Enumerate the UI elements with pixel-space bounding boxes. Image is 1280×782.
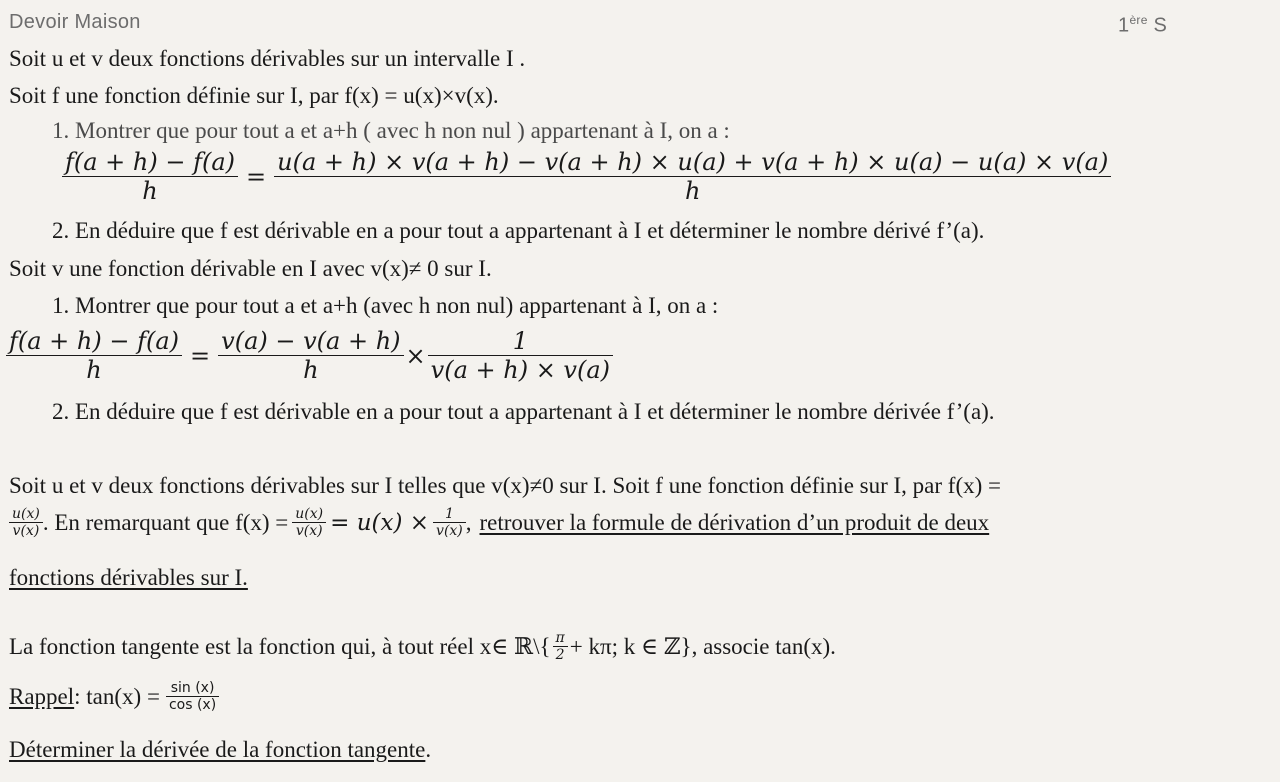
part4-tan-num: sin (x): [170, 680, 215, 696]
part3-line1: Soit u et v deux fonctions dérivables sur I telles que v(x)≠0 sur I. Soit f une fonction définie sur I, par f(x) =: [9, 473, 1001, 498]
part4-rappel-text: : tan(x) =: [74, 683, 160, 709]
part1-eq-equals: =: [246, 162, 267, 191]
part4-line1-b: + kπ; k ∈ ℤ}, associe tan(x).: [569, 633, 836, 659]
part4-task: [9, 736, 431, 764]
part2-eq-mid-num: v(a) − v(a + h): [221, 327, 401, 355]
part1-intro2: Soit f une fonction définie sur I, par f(x) = u(x)×v(x).: [9, 83, 499, 108]
part1-question-1: 1. Montrer que pour tout a et a+h ( avec h non nul ) appartenant à I, on a :: [52, 118, 730, 143]
part3-frac2-den: v(x): [295, 523, 323, 539]
part4-tan-fraction: [166, 680, 219, 713]
part2-eq-lhs-den: h: [86, 356, 102, 384]
part2-question-1: 1. Montrer que pour tout a et a+h (avec h non nul) appartenant à I, on a :: [52, 293, 719, 318]
part1-eq-rhs-fraction: [274, 148, 1111, 205]
part3-text-b: = u(x) ×: [330, 509, 430, 536]
part2-eq-equals: =: [190, 341, 211, 370]
part2-eq-mid-fraction: [218, 327, 403, 384]
part2-eq-rhs-den: v(a + h) × v(a): [430, 356, 611, 384]
part1-eq-rhs-den: h: [685, 177, 701, 205]
part3-frac3: [433, 506, 466, 539]
part2-eq-rhs-fraction: [428, 327, 613, 384]
part3-underlined-1: retrouver la formule de dérivation d’un produit de deux: [479, 509, 990, 535]
part3-frac1-num: u(x): [12, 506, 40, 522]
part3-line2: [9, 506, 989, 539]
part1-eq-lhs-den: h: [142, 177, 158, 205]
part4-rappel-label: Rappel: [9, 683, 75, 709]
part3-frac2: [292, 506, 326, 539]
part4-rappel: [9, 680, 219, 713]
part3-frac1: [9, 506, 43, 539]
part3-frac3-den: v(x): [436, 523, 463, 539]
part3-underlined-2: fonctions dérivables sur I.: [9, 565, 248, 590]
part2-eq-lhs-num: f(a + h) − f(a): [9, 327, 180, 355]
part2-eq-mid-den: h: [303, 356, 319, 384]
part1-eq-lhs-fraction: [62, 148, 238, 205]
part1-eq-rhs-num: u(a + h) × v(a + h) − v(a + h) × u(a) + v(a + h) × u(a) − u(a) × v(a): [277, 148, 1109, 176]
part4-line1: [9, 630, 836, 663]
class-level-sup: ère: [1129, 13, 1148, 27]
part3-text-c: ,: [465, 509, 472, 535]
part2-equation: [6, 327, 613, 384]
part4-task-text: Déterminer la dérivée de la fonction tangente: [9, 737, 426, 762]
class-level: [1118, 6, 1167, 40]
part4-pi-num: π: [555, 630, 565, 646]
class-level-suffix: S: [1153, 14, 1168, 37]
part4-task-end: .: [425, 737, 432, 762]
part1-eq-lhs-num: f(a + h) − f(a): [65, 148, 236, 176]
part4-pi-den: 2: [555, 647, 565, 663]
part2-eq-times: ×: [405, 341, 426, 370]
worksheet-title: Devoir Maison: [9, 11, 141, 33]
part1-intro1: Soit u et v deux fonctions dérivables sur un intervalle I .: [9, 46, 526, 71]
part4-line1-a: La fonction tangente est la fonction qui, à tout réel x∈ ℝ\{: [9, 633, 551, 659]
part3-frac2-num: u(x): [295, 506, 324, 522]
part2-eq-lhs-fraction: [6, 327, 182, 384]
part1-equation: [62, 148, 1111, 205]
part3-frac1-den: v(x): [12, 523, 40, 539]
class-level-number: 1: [1118, 14, 1130, 37]
part2-question-2: 2. En déduire que f est dérivable en a pour tout a appartenant à I et déterminer le nombre dérivée f’(a).: [52, 399, 995, 424]
part3-text-a: . En remarquant que f(x) =: [42, 509, 289, 535]
part3-frac3-num: 1: [444, 506, 454, 522]
part2-intro: Soit v une fonction dérivable en I avec v(x)≠ 0 sur I.: [9, 256, 492, 281]
part4-pi-fraction: [553, 630, 568, 663]
part1-question-2: 2. En déduire que f est dérivable en a pour tout a appartenant à I et déterminer le nombre dérivé f’(a).: [52, 218, 985, 243]
part4-tan-den: cos (x): [168, 697, 217, 713]
part2-eq-rhs-num: 1: [512, 327, 528, 355]
